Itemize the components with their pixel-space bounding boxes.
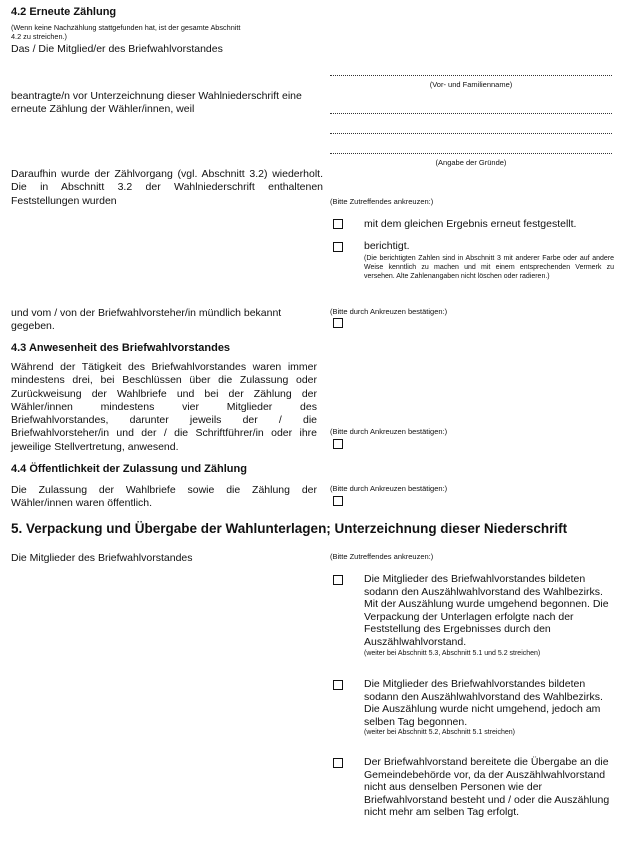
same-result-label: mit dem gleichen Ergebnis erneut festgestellt. — [364, 218, 577, 230]
option-immediate-detail: Mit der Auszählung wurde umgehend begonnen. Die Verpackung der Unterlagen erfolgte nach der Feststellung des Ergebnisses durch den Auszählwahlvorstand. — [364, 598, 609, 648]
select-hint: (Bitte Zutreffendes ankreuzen:) — [330, 197, 434, 206]
section-4-2-heading: 4.2 Erneute Zählung — [11, 6, 117, 18]
option-immediate-text: Die Mitglieder des Briefwahlvorstandes bildeten sodann den Auszählwahlvorstand des Wahlbezirks. — [364, 573, 603, 598]
reasons-caption: (Angabe der Gründe) — [435, 158, 507, 167]
publicity-checkbox[interactable] — [333, 496, 343, 506]
publicity-text: Die Zulassung der Wahlbriefe sowie die Zählung der Wähler/innen waren öffentlich. — [11, 484, 317, 510]
option-same-day-note: (weiter bei Abschnitt 5.2, Abschnitt 5.1 streichen) — [364, 729, 515, 737]
presence-checkbox[interactable] — [333, 439, 343, 449]
same-result-checkbox[interactable] — [333, 219, 343, 229]
reasons-field-3[interactable] — [330, 153, 612, 154]
option-same-day-block — [364, 678, 616, 737]
option-immediate-block — [364, 573, 616, 658]
recount-result-text: Daraufhin wurde der Zählvorgang (vgl. Abschnitt 3.2) wiederholt. Die in Abschnitt 3.2 der Wahlniederschrift enthaltenen Feststellungen wurden — [11, 168, 323, 207]
option-handover-checkbox[interactable] — [333, 758, 343, 768]
option-same-day-text: Die Mitglieder des Briefwahlvorstandes bildeten sodann den Auszählwahlvorstand des Wahlbezirks. — [364, 678, 603, 703]
confirm-hint-4-2: (Bitte durch Ankreuzen bestätigen:) — [330, 307, 448, 316]
section-5-heading: 5. Verpackung und Übergabe der Wahlunterlagen; Unterzeichnung dieser Niederschrift — [11, 521, 568, 536]
section-4-4-heading: 4.4 Öffentlichkeit der Zulassung und Zählung — [11, 463, 247, 475]
section-4-2-note: (Wenn keine Nachzählung stattgefunden hat, ist der gesamte Abschnitt 4.2 zu streichen.) — [11, 23, 241, 41]
announcement-checkbox[interactable] — [333, 318, 343, 328]
corrected-label: berichtigt. — [364, 240, 410, 252]
confirm-hint-4-4: (Bitte durch Ankreuzen bestätigen:) — [330, 484, 448, 493]
reasons-field-2[interactable] — [330, 133, 612, 134]
option-immediate-note: (weiter bei Abschnitt 5.3, Abschnitt 5.1 und 5.2 streichen) — [364, 649, 541, 657]
announcement-text: und vom / von der Briefwahlvorsteher/in mündlich bekannt gegeben. — [11, 307, 282, 333]
option-handover-text: Der Briefwahlvorstand bereitete die Übergabe an die Gemeindebehörde vor, da der Auszählwahlvorstand nicht aus denselben Personen wie der Briefwahlvorstand besteht und / oder die Auszählung nicht mehr am selben Tag erfolgt. — [364, 756, 610, 819]
section-5-members-line: Die Mitglieder des Briefwahlvorstandes — [11, 552, 193, 564]
corrected-note: (Die berichtigten Zahlen sind in Abschnitt 3 mit anderer Farbe oder auf andere Weise kenntlich zu machen und mit einem entsprechenden Vermerk zu versehen. Alte Zahlenangaben nicht löschen oder radieren.) — [364, 255, 614, 280]
option-immediate-checkbox[interactable] — [333, 575, 343, 585]
confirm-hint-4-3: (Bitte durch Ankreuzen bestätigen:) — [330, 427, 448, 436]
option-same-day-detail: Die Auszählung wurde nicht umgehend, jedoch am selben Tag begonnen. — [364, 703, 601, 728]
presence-text: Während der Tätigkeit des Briefwahlvorstandes waren immer mindestens drei, bei Beschlüssen über die Zulassung oder Zurückweisung der Wahlbriefe und bei der Zählung der Wähler/innen mindestens vier Mitglieder des Briefwahlvorstandes, darunter jeweils der / die Briefwahlvorsteher/in und der / die Schriftführer/in oder ihre jeweilige Stellvertretung, anwesend. — [11, 361, 317, 453]
members-line: Das / Die Mitglied/er des Briefwahlvorstandes — [11, 43, 223, 55]
corrected-checkbox[interactable] — [333, 242, 343, 252]
section-5-hint: (Bitte Zutreffendes ankreuzen:) — [330, 552, 434, 561]
reasons-field-1[interactable] — [330, 113, 612, 114]
option-same-day-checkbox[interactable] — [333, 680, 343, 690]
name-field[interactable] — [330, 75, 612, 76]
recount-request-text: beantragte/n vor Unterzeichnung dieser Wahlniederschrift eine erneute Zählung der Wähler/innen, weil — [11, 90, 302, 116]
section-4-3-heading: 4.3 Anwesenheit des Briefwahlvorstandes — [11, 342, 231, 354]
name-caption: (Vor- und Familienname) — [429, 80, 513, 89]
